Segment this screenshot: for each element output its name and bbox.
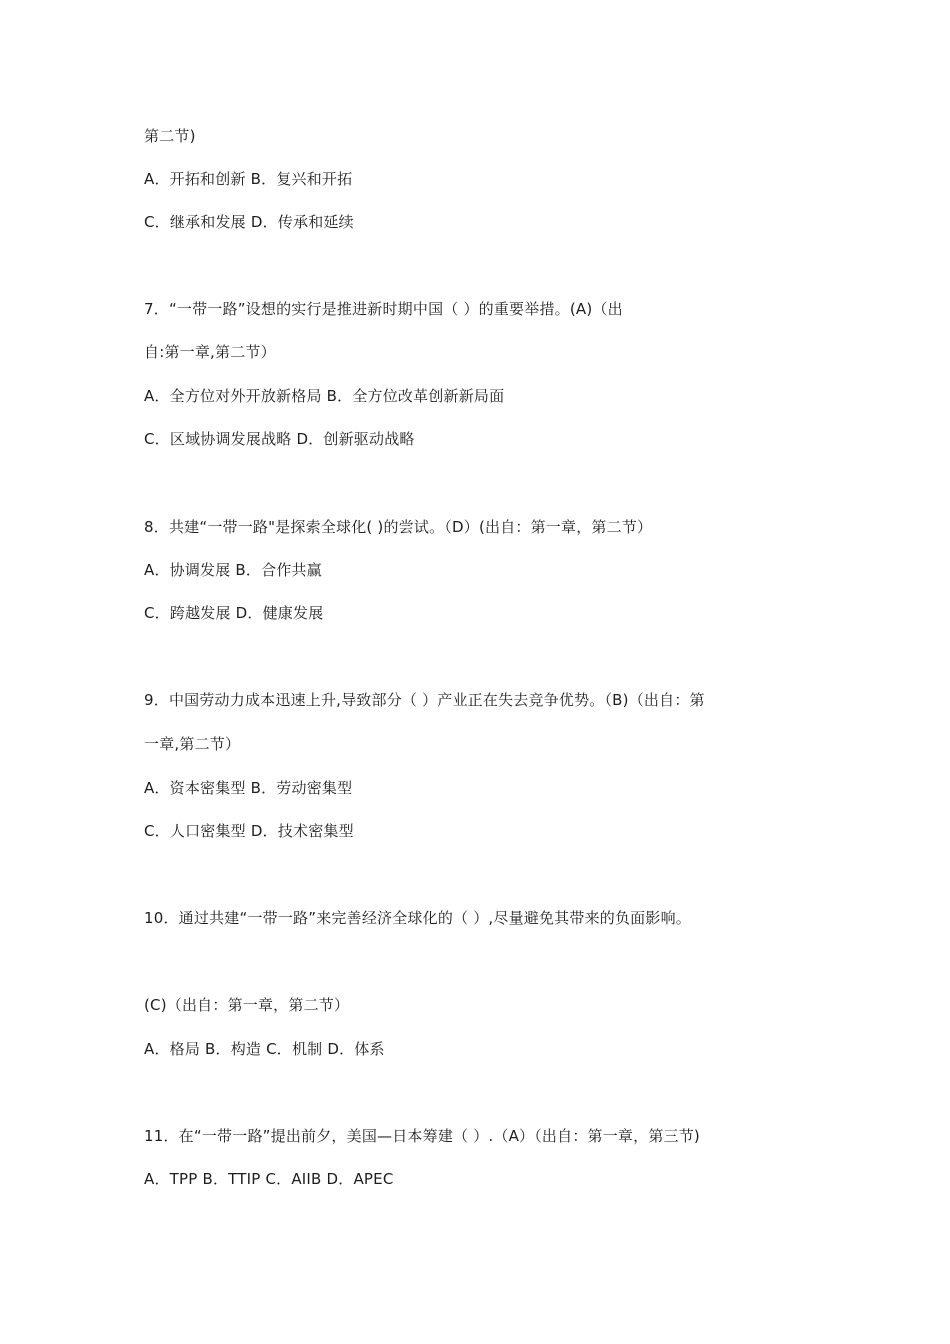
question-7-option-ab: A．全方位对外开放新格局 B．全方位改革创新新局面 [144, 387, 505, 405]
question-10-options: A．格局 B．构造 C．机制 D．体系 [144, 1040, 385, 1058]
question-8: 8．共建“一带一路"是探索全球化( )的尝试。（D）(出自：第一章，第二节） [144, 518, 653, 536]
question-7: 7．“一带一路”设想的实行是推进新时期中国（ ）的重要举措。(A)（出 [144, 300, 623, 318]
question-11: 11．在“一带一路”提出前夕，美国—日本筹建（ ）.（A）（出自：第一章，第三节) [144, 1127, 700, 1145]
question-10: 10．通过共建“一带一路”来完善经济全球化的（ ）,尽量避免其带来的负面影响。 [144, 909, 691, 927]
option-line-2: C．继承和发展 D．传承和延续 [144, 213, 354, 231]
question-9-cont: 一章,第二节） [144, 735, 241, 753]
question-7-option-cd: C．区域协调发展战略 D．创新驱动战略 [144, 430, 415, 448]
question-9-option-ab: A．资本密集型 B．劳动密集型 [144, 779, 353, 797]
question-7-cont: 自:第一章,第二节） [144, 343, 276, 361]
text-line-1: 第二节) [144, 127, 196, 145]
question-9: 9．中国劳动力成本迅速上升,导致部分（ ）产业正在失去竞争优势。（B)（出自：第 [144, 691, 705, 709]
question-9-option-cd: C．人口密集型 D．技术密集型 [144, 822, 354, 840]
question-8-option-ab: A．协调发展 B．合作共赢 [144, 561, 322, 579]
question-11-options: A．TPP B．TTIP C．AIIB D．APEC [144, 1170, 394, 1188]
option-line-1: A．开拓和创新 B．复兴和开拓 [144, 170, 353, 188]
question-8-option-cd: C．跨越发展 D．健康发展 [144, 604, 324, 622]
question-10-cont: (C)（出自：第一章，第二节） [144, 996, 350, 1014]
